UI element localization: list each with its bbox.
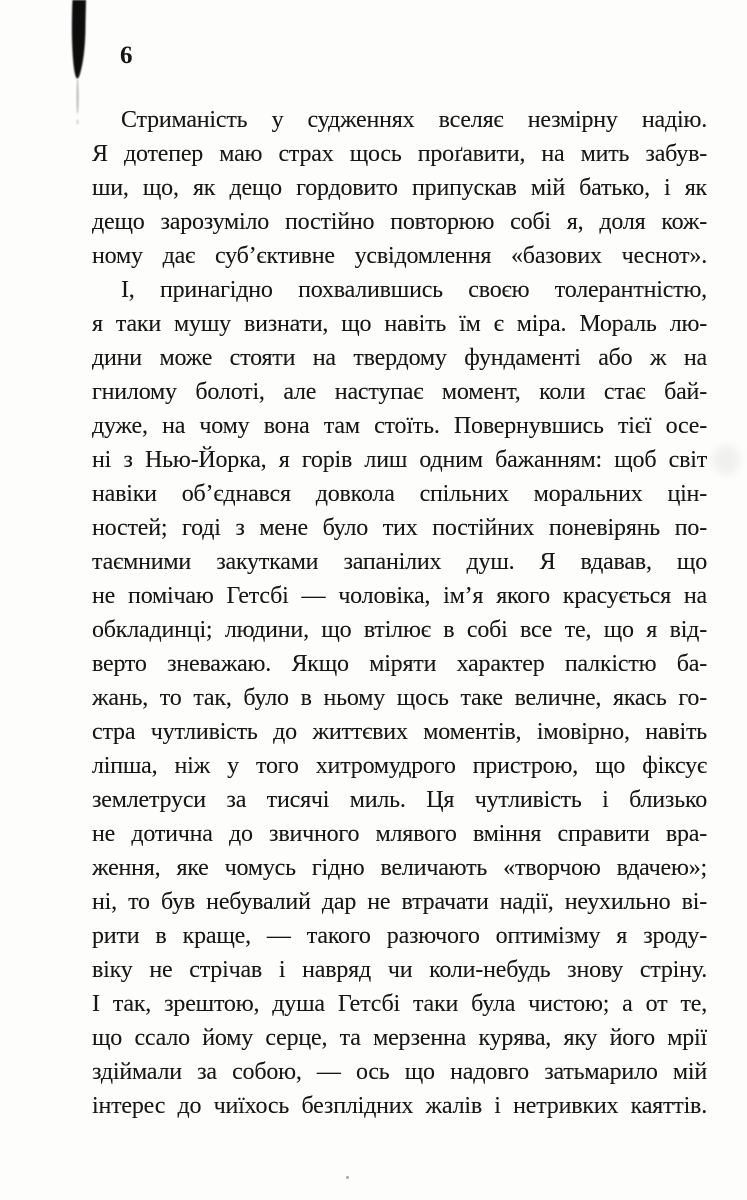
text-line: Я дотепер маю страх щось проґавити, на мить забув- (92, 141, 707, 167)
text-line: дини може стояти на твердому фундаменті або ж на (92, 345, 707, 371)
text-line: верто зневажаю. Якщо міряти характер палкістю ба- (92, 651, 707, 677)
text-line: гнилому болоті, але наступає момент, коли стає бай- (92, 379, 707, 405)
text-line: ліпша, ніж у того хитромудрого пристрою, що фіксує (92, 753, 707, 779)
text-line: не помічаю Гетсбі — чоловіка, ім’я якого красується на (92, 583, 707, 609)
text-line: ному дає суб’єктивне усвідомлення «базових чеснот». (92, 243, 707, 269)
text-line: жань, то так, було в ньому щось таке величне, якась го- (92, 685, 707, 711)
text-line: І, принагідно похвалившись своєю толерантністю, (121, 277, 707, 303)
text-line: віку не стрічав і навряд чи коли-небудь знову стріну. (92, 957, 707, 983)
page-number: 6 (120, 42, 133, 69)
text-line: ні з Нью-Йорка, я горів лиш одним бажанням: щоб світ (92, 447, 707, 473)
text-line: Стриманість у судженнях вселяє незмірну надію. (121, 107, 707, 133)
ink-smudge-artifact (55, 0, 95, 135)
text-line: дещо зарозуміло постійно повторюю собі я, доля кож- (92, 209, 707, 235)
paragraph (92, 103, 707, 273)
text-line: рити в краще, — такого разючого оптимізму я зроду- (92, 923, 707, 949)
text-line: обкладинці; людини, що втілює в собі все те, що я від- (92, 617, 707, 643)
page-text (92, 103, 707, 1123)
text-line: ження, яке чомусь гідно величають «творчою вдачею»; (92, 855, 707, 881)
text-line: навіки об’єднався довкола спільних моральних цін- (92, 481, 707, 507)
text-line: І так, зрештою, душа Гетсбі таки була чистою; а от те, (92, 991, 707, 1017)
text-line: таємними закутками запанілих душ. Я вдавав, що (92, 549, 707, 575)
text-line: не дотична до звичного млявого вміння справити вра- (92, 821, 707, 847)
text-line: ностей; годі з мене було тих постійних поневірянь по- (92, 515, 707, 541)
paragraph (92, 273, 707, 1123)
text-line: інтерес до чиїхось безплідних жалів і нетривких каяттів. (92, 1093, 707, 1119)
text-line: що ссало йому серце, та мерзенна курява, яку його мрії (92, 1025, 707, 1051)
text-line: дуже, на чому вона там стоїть. Повернувшись тієї осе- (92, 413, 707, 439)
text-line: стра чутливість до життєвих моментів, імовірно, навіть (92, 719, 707, 745)
dust-speck-artifact (346, 1176, 349, 1179)
text-line: ні, то був небувалий дар не втрачати надії, неухильно ві- (92, 889, 707, 915)
text-line: землетруси за тисячі миль. Ця чутливість і близько (92, 787, 707, 813)
text-line: здіймали за собою, — ось що надовго затьмарило мій (92, 1059, 707, 1085)
text-line: ши, що, як дещо гордовито припускав мій батько, і як (92, 175, 707, 201)
scan-smudge-artifact (712, 445, 740, 475)
text-line: я таки мушу визнати, що навіть їм є міра. Мораль лю- (92, 311, 707, 337)
